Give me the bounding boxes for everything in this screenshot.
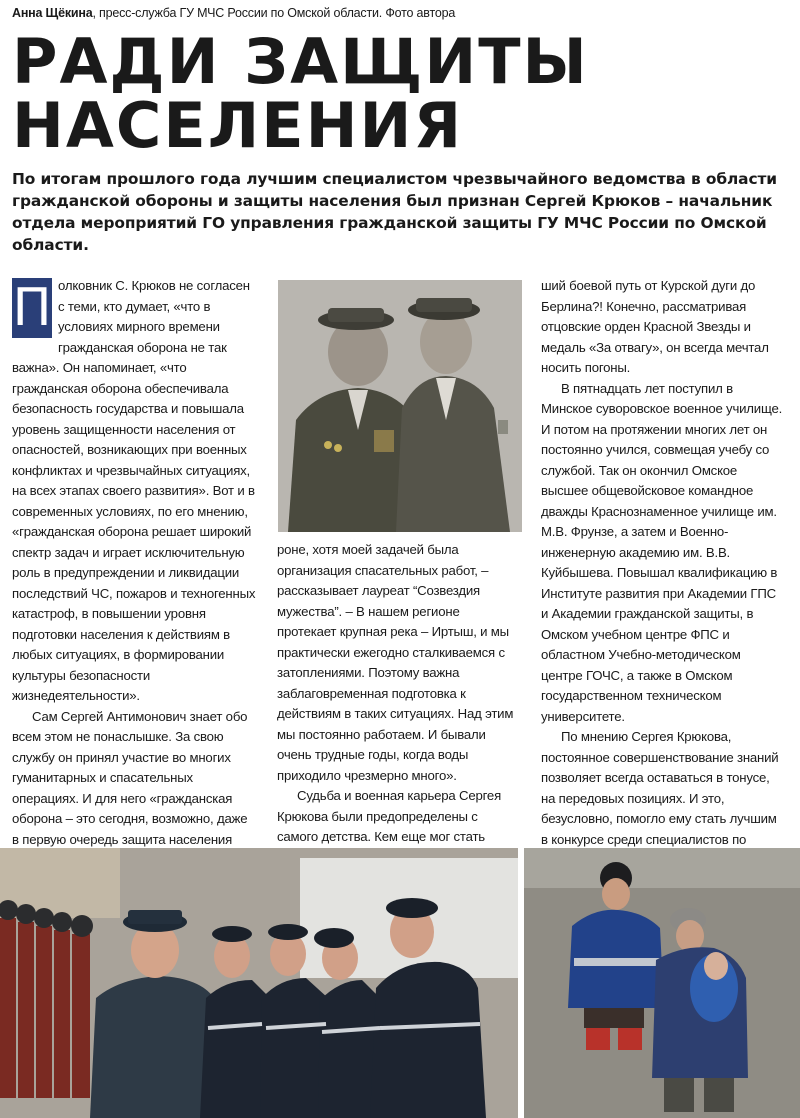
paragraph: По мнению Сергея Крюкова, постоянное совершенствование знаний позволяет всегда оставаться в тонусе, на передовых позициях. И это, безусловно, помогло ему стать лучшим в конкурсе среди специалистов по bbox=[541, 729, 779, 847]
article-title bbox=[12, 25, 772, 162]
paragraph: роне, хотя моей задачей была организация спасательных работ, – рассказывает лауреат “Созвездия мужества”. – В нашем регионе протекает крупная река – Иртыш, и мы практически ежегодно сталкиваемся с затоплениями. Поэтому важна заблаговременная подготовка к действиям в таких ситуациях. Над этим мы постоянно работаем. И бывали очень трудные годы, когда воды приходило чрезмерно много». bbox=[277, 542, 514, 783]
lead-paragraph: По итогам прошлого года лучшим специалистом чрезвычайного ведомства в области гражданской обороны и защиты населения был признан Сергей Крюков – начальник отдела мероприятий ГО управления гражданской защиты ГУ МЧС России по Омской области. bbox=[12, 170, 777, 254]
paragraph: Сам Сергей Антимонович знает обо всем этом не понаслышке. За свою службу он принял участие во многих гуманитарных и спасательных операциях. И для него «гражданская оборона – это сегодня, возможно, даже в первую очередь защита населения bbox=[12, 708, 248, 847]
byline bbox=[12, 6, 455, 20]
photo-officers bbox=[278, 280, 522, 532]
paragraph: Судьба и военная карьера Сергея Крюкова были предопределены с самого детства. Кем еще мог стать bbox=[277, 788, 502, 844]
paragraph: олковник С. Крюков не согласен с теми, кто думает, «что в условиях мирного времени гражданская оборона не так важна». Он напоминает, «что гражданская оборона обеспечивала безопасность государства и повышала уровень защищенности населения от опасностей, возникающих при военных конфликтах и чрезвычайных ситуациях, на всех этапах своего развития». Вот и в современных условиях, по его мнению, «гражданская оборона решает широкий спектр задач и играет исключительную роль в предупреждении и ликвидации последствий ЧС, пожаров и техногенных катастроф, в повышении уровня подготовки населения к действиям в любых ситуациях, в формировании культуры безопасности жизнедеятельности». bbox=[12, 278, 256, 703]
paragraph: ший боевой путь от Курской дуги до Берлина?! Конечно, рассматривая отцовские орден Красной Звезды и медаль «За отвагу», он всегда мечтал носить погоны. bbox=[541, 278, 769, 375]
title-line-1: РАДИ ЗАЩИТЫ bbox=[12, 25, 589, 98]
paragraph: В пятнадцать лет поступил в Минское суворовское военное училище. И потом на протяжении многих лет он постоянно учился, совмещая учебу со службой. Так он окончил Омское высшее общевойсковое командное дважды Краснознаменное училище им. М.В. Фрунзе, а затем и Военно-инженерную академию им. В.В. Куйбышева. Повышал квалификацию в Институте развития при Академии ГПС и Академии гражданской защиты, в Омском учебном центре ФПС и областном Учебно-методическом центре ГОЧС, а также в Омском государственном техническом университете. bbox=[541, 380, 783, 724]
byline-credit: , пресс-служба ГУ МЧС России по Омской области. Фото автора bbox=[92, 6, 456, 20]
photo-flood-rescue bbox=[524, 848, 800, 1118]
title-line-2: НАСЕЛЕНИЯ bbox=[12, 89, 464, 162]
photo-rescuers-lineup bbox=[0, 848, 518, 1118]
byline-author: Анна Щёкина bbox=[12, 6, 93, 20]
drop-cap: П bbox=[12, 278, 52, 338]
